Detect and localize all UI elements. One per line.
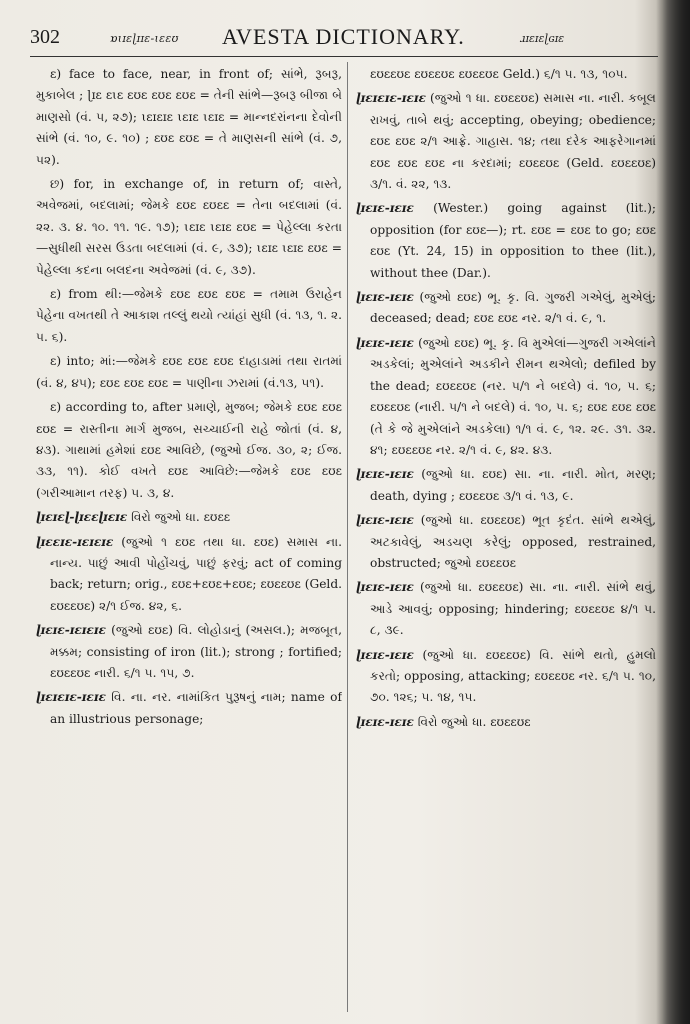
entry-text: ɛ) into; માં:—જેમકે ɛʊɛ ɛʊɛ ɛʊɛ દાહાડામાં તથા રાતમાં (વં. ૪, ૪૫); ɛʊɛ ɛʊɛ ɛʊɛ = પાણીના ઝરામાં (વં.૧૩, ૫૧). xyxy=(36,354,342,390)
dictionary-entry xyxy=(356,64,656,85)
dictionary-entry xyxy=(356,577,656,641)
entry-headword: ɭɪɛɪɛ-ɪɛɪɛ xyxy=(356,290,414,305)
column-divider xyxy=(347,62,348,1012)
entry-text: ɛ) from થી:—જેમકે ɛʊɛ ɛʊɛ ɛʊɛ = તમામ ઉરાહેન પેહેના વખતથી તે આકાશ તલ્લું થયો ત્યાંહાં સુધી (વં. ૧૩, ૧. ૨. ૫. ૬). xyxy=(36,287,342,344)
page-number: 302 xyxy=(30,26,60,48)
entry-text: (જુઓ ધા. ɛʊɛɛʊɛ) સા. ના. નારી. સાંભે થવું, આડે આવવું; opposing; hindering; ɛʊɛɛʊɛ ૪/૧ ૫. ૮, ૩૯. xyxy=(370,580,656,638)
dictionary-entry xyxy=(36,532,342,618)
dictionary-entry xyxy=(356,712,656,733)
book-spine-shadow xyxy=(656,0,690,1024)
entry-headword: ɭɪɛɪɛ-ɪɛɪɛ xyxy=(356,647,414,662)
dictionary-entry xyxy=(36,507,342,528)
dictionary-entry xyxy=(36,174,342,281)
entry-text: વિરો જુઓ ધા. ɛʊɛɛʊɛ xyxy=(417,714,531,729)
entry-text: છ) for, in exchange of, in return of; વાસ્તે, અવેજમાં, બદલામાં; જેમકે ɛʊɛ ɛʊɛɛ = તેના બદલામાં (વં. ૨૨. ૩. ૪. ૧૦. ૧૧. ૧૯. ૧૭); ɩɛɪɛ ɩɛɪɛ ɛʊɛ = પેહેલ્લા કરતા—સુધીથી સરસ ઉડતા બદલામાં (વં. ૯, ૩૭); ɩɛɪɛ ɩɛɪɛ ɛʊɛ = પેહેલ્લા કદના બલદના અવેજમાં (વં. ૯, ૩૭). xyxy=(36,177,342,277)
entry-headword: ɭɪɛɛɪɛ-ɪɛɪɛɪɛ xyxy=(36,534,114,549)
entry-text: ɛʊɛɛʊɛ ɛʊɛɛʊɛ ɛʊɛɛʊɛ Geld.) ૬/૧ ૫. ૧૩, ૧૦૫. xyxy=(370,67,628,81)
entry-headword: ɭɪɛɪɛ-ɪɛɪɛ xyxy=(356,467,414,482)
left-column xyxy=(36,64,342,1019)
entry-headword: ɭɪɛɪɛ-ɪɛɪɛ xyxy=(356,714,414,729)
dictionary-entry xyxy=(356,464,656,507)
entry-text: (જુઓ ɛʊɛ) ભૂ. કૃ. વિ મુએલાં—ગુજરી ગએલાંને અડકેલાં; મુએલાંને અડકીને રીમન થએલો; defiled by the dead; ɛʊɛɛʊɛ (નર. ૫/૧ ને બદલે) વં. ૧૦, ૫. ૬; ɛʊɛɛʊɛ (નારી. ૫/૧ ને બદલે) વં. ૧૦, ૫. ૬; ɛʊɛ ɛʊɛ ɛʊɛ (તે કે જે મુએલાંને અડકેલા) ૧/૧ વં. ૯, ૧૨. ૨૯. ૩૧. ૩૨. ૪૧; ɛʊɛɛʊɛ નર. ૨/૧ વં. ૯, ૪૨. ૪૩. xyxy=(370,335,656,457)
dictionary-entry xyxy=(356,88,656,195)
entry-text: (Wester.) going against (lit.); opposition (for ɛʊɛ—); rt. ɛʊɛ = ɛʊɛ to go; ɛʊɛ ɛʊɛ (Yt. 24, 15) in opposition to thee (lit.), without thee (Dar.). xyxy=(370,201,656,280)
dictionary-entry xyxy=(36,351,342,394)
dictionary-entry xyxy=(36,284,342,348)
entry-headword: ɭɪɛɪɛ-ɪɛɪɛ xyxy=(356,580,414,595)
right-guide-word: ɹɪɛɪɛɭɢɪɛ xyxy=(520,32,565,45)
left-guide-word: ɒɩɪɛɭɪɪɛ-ɩɛɛʊ xyxy=(110,32,179,45)
entry-headword: ɭɪɛɪɛɪɛ-ɪɛɪɛ xyxy=(356,91,426,106)
dictionary-entry xyxy=(356,333,656,461)
dictionary-entry xyxy=(356,198,656,284)
entry-text: (જુઓ ધા. ɛʊɛɛʊɛ) વિ. સાંભે થતો, હુમલો કરતો; opposing, attacking; ɛʊɛɛʊɛ નર. ૬/૧ ૫. ૧૦, ૭૦. ૧૨૬; ૫. ૧૪, ૧૫. xyxy=(370,647,656,705)
entry-headword: ɭɪɛɪɛ-ɪɛɪɛ xyxy=(356,513,414,528)
entry-headword: ɭɪɛɪɛɭ-ɭɪɛɛɭɪɛɪɛ xyxy=(36,510,128,525)
entry-text: વિરો જુઓ ધા. ɛʊɛɛ xyxy=(131,510,231,525)
entry-text: (જુઓ ધા. ɛʊɛ) સા. ના. નારી. મોત, મરણ; death, dying ; ɛʊɛɛʊɛ ૩/૧ વં. ૧૩, ૯. xyxy=(370,467,656,503)
entry-text: (જુઓ ɛʊɛ) ભૂ. કૃ. વિ. ગુજરી ગએલું, મુએલું; deceased; dead; ɛʊɛ ɛʊɛ નર. ૨/૧ વં. ૯, ૧. xyxy=(370,290,656,326)
page-title: AVESTA DICTIONARY. xyxy=(222,24,465,49)
entry-headword: ɭɪɛɪɛ-ɪɛɪɛ xyxy=(356,335,414,350)
dictionary-entry xyxy=(36,64,342,171)
entry-text: વિ. ના. નર. નામાંકિત પુરૂષનું નામ; name of an illustrious personage; xyxy=(50,690,342,726)
entry-text: (જુઓ ૧ ɛʊɛ તથા ધા. ɛʊɛ) સમાસ ના. નાન્ય. પાછું આવી પોહોંચવું, પાછું ફરવું; act of coming back; return; orig., ɛʊɛ+ɛʊɛ+ɛʊɛ; ɛʊɛɛʊɛ (Geld. ɛʊɛɛʊɛ) ૨/૧ ઈજ. ૪૨, ૬. xyxy=(50,534,342,613)
entry-text: (જુઓ ɛʊɛ) વિ. લોહોડાનું (અસલ.); મજબૂત, મક્કમ; consisting of iron (lit.); strong ; fortified; ɛʊɛɛʊɛ નારી. ૬/૧ ૫. ૧૫, ૭. xyxy=(50,623,342,680)
right-column xyxy=(356,64,656,1019)
entry-text: ɛ) according to, after પ્રમાણે, મુજબ; જેમકે ɛʊɛ ɛʊɛ ɛʊɛ = રાસ્તીના માર્ગ મુજબ, સચ્ચાઈની રાહે જોતાં (વં. ૪, ૪૩). ગાથામાં હમેશાં ɛʊɛ આવિછે, (જુઓ ઈજ. ૩૦, ૨; ઈજ. ૩૩, ૧૧). કોઈ વખતે ɛʊɛ આવિછે:—જેમકે ɛʊɛ ɛʊɛ (ગરીઆમાન તરફ) ૫. ૩, ૪. xyxy=(36,400,342,500)
entry-headword: ɭɪɛɪɛ-ɪɛɪɛɪɛ xyxy=(36,623,106,638)
entry-headword: ɭɪɛɪɛ-ɪɛɪɛ xyxy=(356,201,414,216)
page-header xyxy=(0,22,660,52)
header-rule xyxy=(30,56,658,57)
dictionary-entry xyxy=(36,687,342,730)
entry-text: ε) face to face, near, in front of; સાંભે, રૂબરૂ, મુકાબેલ ; ɭɪɛ ɛɩɛ ɛʊɛ ɛʊɛ ɛʊɛ = તેની સાંભે—રૂબરૂ બીજા બે માણસો (વં. ૫, ૨૭); ɩɛɪɛɪɛ ɩɛɪɛ ɩɛɪɛ = માન્નદરાંનના દેવોની સાંભે (વં. ૧૦, ૯. ૧૦) ; ɛʊɛ ɛʊɛ = તે માણસની સાંભે (વં. ૭, ૫૨). xyxy=(36,67,342,167)
entry-text: (જુઓ ૧ ધા. ɛʊɛɛʊɛ) સમાસ ના. નારી. કબૂલ રાખવું, તાબે થવું; accepting, obeying; obedience; ɛʊɛ ɛʊɛ ૨/૧ આફ્રે. ગાહાસ. ૧૪; તથા દરેક આફરેગાનમાં ɛʊɛ ɛʊɛ ɛʊɛ ના કરદામાં; ɛʊɛɛʊɛ (Geld. ɛʊɛɛʊɛ) ૩/૧. વં. ૨૨, ૧૩. xyxy=(370,91,656,192)
entry-text: (જુઓ ધા. ɛʊɛɛʊɛ) ભૂત કૃદંત. સાંભે થએલું, અટકાવેલું, અડચણ કરેલું; opposed, restrained, obstructed; જુઓ ɛʊɛɛʊɛ xyxy=(370,513,656,570)
dictionary-entry xyxy=(356,287,656,330)
entry-headword: ɭɪɛɪɛɪɛ-ɪɛɪɛ xyxy=(36,690,106,705)
dictionary-entry xyxy=(356,645,656,709)
dictionary-entry xyxy=(36,620,342,684)
dictionary-entry xyxy=(356,510,656,574)
dictionary-entry xyxy=(36,397,342,504)
